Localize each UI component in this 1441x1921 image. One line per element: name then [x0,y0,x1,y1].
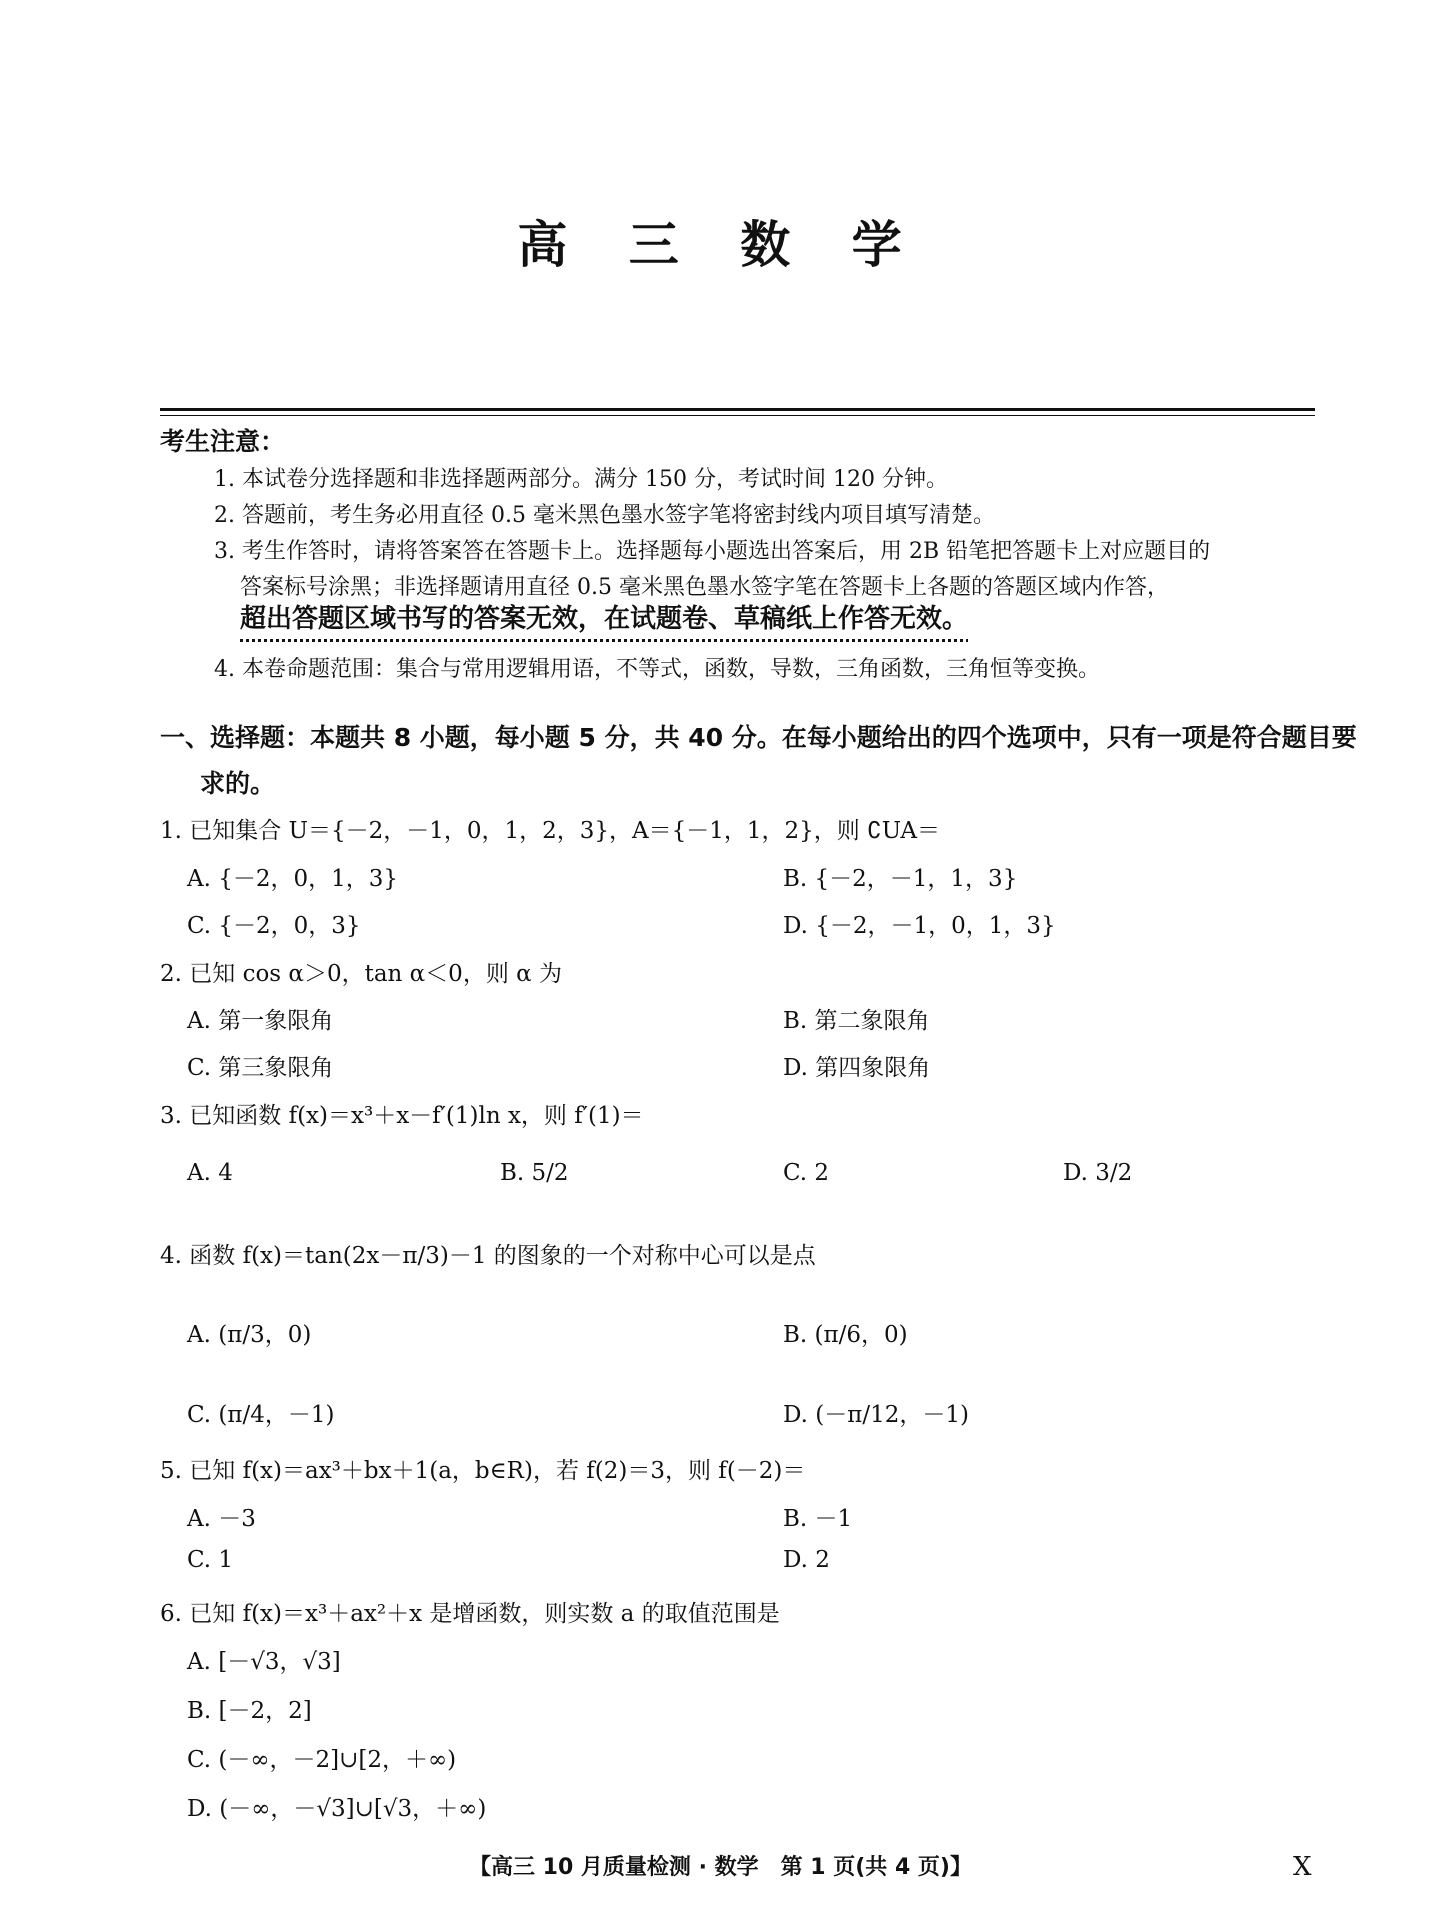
question-1: 1. 已知集合 U＝{－2，－1，0，1，2，3}，A＝{－1，1，2}，则 ∁UA＝ [160,818,941,844]
q5-option-a: A. －3 [187,1506,256,1532]
section-heading: 一、选择题：本题共 8 小题，每小题 5 分，共 40 分。在每小题给出的四个选项中，只有一项是符合题目要 [160,723,1357,752]
question-4: 4. 函数 f(x)＝tan(2x－π/3)－1 的图象的一个对称中心可以是点 [160,1243,816,1269]
q4-option-c: C. (π/4，－1) [187,1402,335,1428]
q3-option-a: A. 4 [187,1160,233,1186]
header-rule-thin [160,415,1315,416]
q3-option-d: D. 3/2 [1063,1160,1133,1186]
question-6: 6. 已知 f(x)＝x³＋ax²＋x 是增函数，则实数 a 的取值范围是 [160,1601,780,1627]
notice-item-3-line-1: 3. 考生作答时，请将答案答在答题卡上。选择题每小题选出答案后，用 2B 铅笔把答题卡上对应题目的 [214,539,1211,564]
notice-heading: 考生注意： [160,427,286,456]
q4-option-a: A. (π/3，0) [187,1322,312,1348]
q3-option-c: C. 2 [783,1160,830,1186]
section-heading-cont: 求的。 [200,769,276,798]
page-title: 高 三 数 学 [517,215,924,274]
q4-option-d: D. (－π/12，－1) [783,1402,969,1428]
notice-item-1: 1. 本试卷分选择题和非选择题两部分。满分 150 分，考试时间 120 分钟。 [214,467,948,492]
notice-item-3-line-2: 答案标号涂黑；非选择题请用直径 0.5 毫米黑色墨水签字笔在答题卡上各题的答题区域内作答， [240,575,1169,600]
question-3: 3. 已知函数 f(x)＝x³＋x－f′(1)ln x，则 f′(1)＝ [160,1103,644,1129]
q6-option-a: A. [－√3，√3] [187,1649,341,1675]
corner-mark: X [1293,1852,1312,1882]
q1-option-a: A. {－2，0，1，3} [187,866,399,892]
question-5: 5. 已知 f(x)＝ax³＋bx＋1(a，b∈R)，若 f(2)＝3，则 f(－2)＝ [160,1458,806,1484]
q1-option-b: B. {－2，－1，1，3} [783,866,1018,892]
q1-option-d: D. {－2，－1，0，1，3} [783,913,1056,939]
header-rule-thick [160,408,1315,411]
q2-option-a: A. 第一象限角 [187,1008,334,1034]
q6-option-d: D. (－∞，－√3]∪[√3，＋∞) [187,1796,487,1822]
page-footer: 【高三 10 月质量检测 · 数学 第 1 页(共 4 页)】 [469,1855,972,1880]
q2-option-d: D. 第四象限角 [783,1055,931,1081]
q6-option-c: C. (－∞，－2]∪[2，＋∞) [187,1747,457,1773]
q6-option-b: B. [－2，2] [187,1698,312,1724]
q5-option-b: B. －1 [783,1506,853,1532]
question-2: 2. 已知 cos α＞0，tan α＜0，则 α 为 [160,961,562,987]
q1-option-c: C. {－2，0，3} [187,913,361,939]
q2-option-c: C. 第三象限角 [187,1055,334,1081]
notice-item-2: 2. 答题前，考生务必用直径 0.5 毫米黑色墨水签字笔将密封线内项目填写清楚。 [214,503,995,528]
q5-option-c: C. 1 [187,1547,234,1573]
q2-option-b: B. 第二象限角 [783,1008,930,1034]
notice-item-3-emphasis: 超出答题区域书写的答案无效，在试题卷、草稿纸上作答无效。 [240,604,969,634]
notice-item-4: 4. 本卷命题范围：集合与常用逻辑用语，不等式，函数，导数，三角函数，三角恒等变换。 [214,657,1100,682]
q3-option-b: B. 5/2 [500,1160,569,1186]
q4-option-b: B. (π/6，0) [783,1322,908,1348]
q5-option-d: D. 2 [783,1547,830,1573]
